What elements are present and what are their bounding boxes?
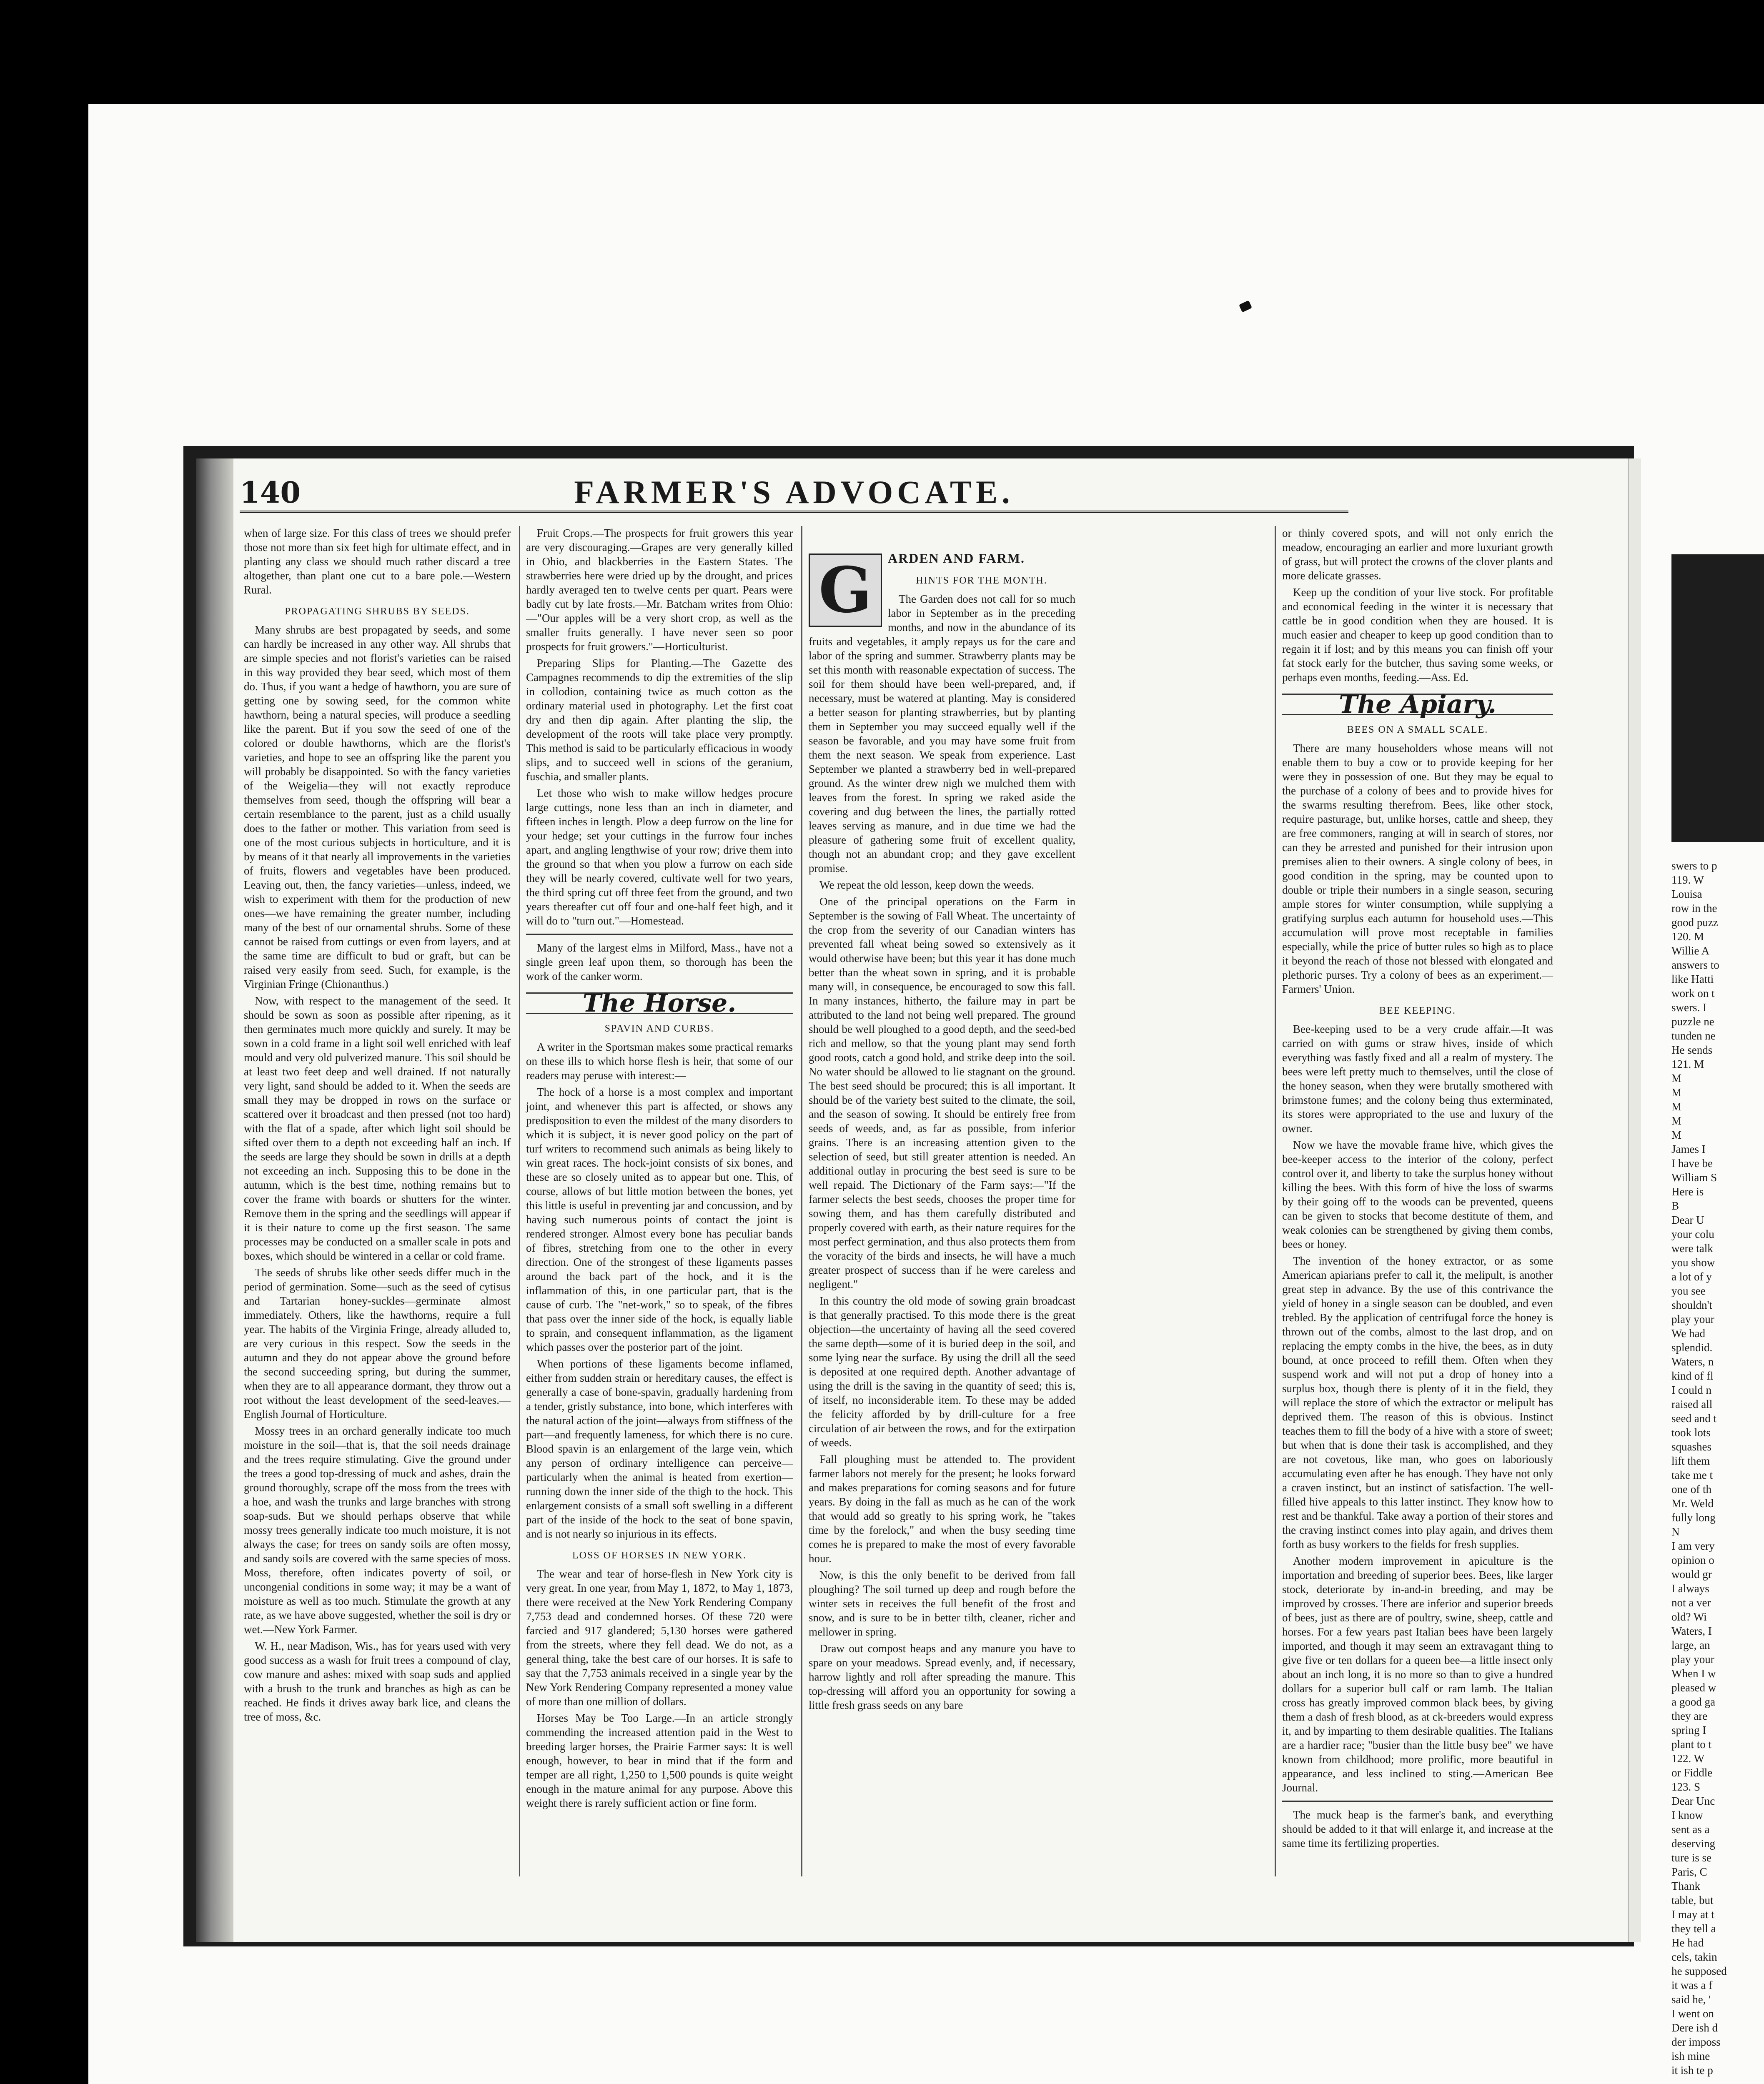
facing-page-line: M xyxy=(1671,1115,1682,1127)
page-number: 140 xyxy=(240,475,301,510)
facing-page-line: 120. M xyxy=(1671,930,1704,943)
facing-page-line: I know xyxy=(1671,1809,1703,1821)
facing-page-line: We had xyxy=(1671,1327,1706,1340)
article-text: W. H., near Madison, Wis., has for years used with very good success as a wash for fruit trees a compound of clay, cow manure and ashes: mixed with soap suds and applied with a brush to the trunk and branches as high as can be reached. He finds it drives away bark lice, and cleans the tree of moss, &c. xyxy=(244,1640,511,1723)
article-text: A writer in the Sportsman makes some practical remarks on these ills to which horse flesh is heir, that some of our readers may peruse with interest:— xyxy=(526,1041,793,1082)
facing-page-line: sent as a xyxy=(1671,1823,1710,1836)
article-text: There are many householders whose means will not enable them to buy a cow or to provide keeping for her were they in possession of one. But they may be equal to the purchase of a colony of bees and to provide hives for the swarms resulting therefrom. Bees, like other stock, require pasturage, but, unlike horses, cattle and sheep, they are free commoners, ranging at will in search of stores, nor can they be arrested and punished for their intrusion upon premises alien to their owners. A single colony of bees, in good condition in the spring, may be counted upon to double or triple their numbers in a single season, securing ample stores for winter consumption, while supplying a gratifying surplus each autumn for household uses.—This accumulation will prove most receptable in families especially, while the price of butter rules so high as to place it beyond the reach of those not blessed with elongated and plethoric purses. Try a colony of bees as an experiment.—Farmers' Union. xyxy=(1282,742,1553,995)
facing-page-line: Waters, I xyxy=(1671,1625,1712,1637)
facing-page-line: James I xyxy=(1671,1143,1706,1155)
article-text: The invention of the honey extractor, or as some American apiarians prefer to call it, the melipult, is another great step in advance. By the use of this contrivance the yield of honey in a single season can be doubled, and even trebled. By the application of centrifugal force the honey is thrown out of the combs, almost to the last drop, and on replacing the empty combs in the hive, the bees, as in duty bound, at once proceed to refill them. Often when they suspend work and will not put a drop of honey into a surplus box, though there is plenty of it in the field, they will replace the store of which the extractor or melipult has deprived them. The reason of this is obvious. Instinct teaches them to fill the body of a hive with a store of sweet; but when that is done their task is accomplished, and they are not covetous, like man, who goes on laboriously accumulating even after he has enough. They have not only a craven instinct, but an instinct of satisfaction. The well-filled hive appeals to this latter instinct. They know how to rest and be thankful. Take away a portion of their stores and the craving instinct comes into play again, and drives them forth as busy workers to the fields for fresh supplies. xyxy=(1282,1255,1553,1550)
facing-page-line: When I w xyxy=(1671,1667,1716,1680)
facing-page-line: swers. I xyxy=(1671,1001,1706,1014)
article-heading: HINTS FOR THE MONTH. xyxy=(916,575,1047,586)
facing-page-line: large, an xyxy=(1671,1639,1710,1651)
article-text: Preparing Slips for Planting.—The Gazette des Campagnes recommends to dip the extremities of the slip in collodion, containing twice as much cotton as the ordinary material used in photography. Let the first coat dry and then dip again. After planting the slip, the development of the roots will take place very promptly. This method is said to be particularly efficacious in woody slips, and to succeed well in scions of the geranium, fuschia, and smaller plants. xyxy=(526,657,793,783)
section-title: ARDEN AND FARM. xyxy=(888,551,1025,566)
facing-page-line: were talk xyxy=(1671,1242,1713,1255)
column-3 xyxy=(809,526,1075,1876)
facing-page-line: I always xyxy=(1671,1582,1709,1595)
facing-page-line: it was a f xyxy=(1671,1979,1713,1991)
facing-page-line: swers to p xyxy=(1671,859,1717,872)
article-text: Now, with respect to the management of the seed. It should be sown as soon as possible after ripening, as it then germinates much more quickly and surely. It may be sown in a cold frame in a light soil well enriched with leaf mould and very old pulverized manure. This soil should be at least two feet deep and well drained. If not naturally very light, sand should be added to it. When the seeds are small they may be dropped in rows on the surface or scattered over it broadcast and then pressed (not too hard) with the flat of a spade, after which light soil should be sifted over them to a depth not exceeding half an inch. If the seeds are large they should be sown in drills at a depth not exceeding an inch. Supposing this to be done in the autumn, which is the best time, nothing remains but to cover the frame with boards or shutters for the winter. Remove them in the spring and the seedlings will appear if it is their nature to come up the first season. The same processes may be conducted on a smaller scale in pots and boxes, which should be wintered in a cellar or cold frame. xyxy=(244,994,511,1262)
article-text: Another modern improvement in apiculture is the importation and breeding of superior bees. Bees, like larger stock, deteriorate by in-and-in breeding, and may be improved by crosses. There are inferior and superior breeds of bees, just as there are of poultry, swine, sheep, cattle and horses. For a few years past Italian bees have been largely imported, and though it may seem an extravagant thing to give five or ten dollars for a queen bee—a little insect only about an inch long, it is no more so than to give a hundred dollars for a superior bull calf or ram lamb. The Italian cross has greatly improved common black bees, by giving them a dash of fresh blood, as at ck-breeders would express it, and by imparting to them desirable qualities. The Italians are a hardier race; "busier than the little busy bee" we have known from childhood; more prolific, more beautiful in appearance, and less inclined to sting.—American Bee Journal. xyxy=(1282,1555,1553,1794)
facing-page-line: splendid. xyxy=(1671,1341,1713,1354)
facing-page-line: fully long xyxy=(1671,1511,1716,1524)
facing-page-line: I may at t xyxy=(1671,1908,1714,1921)
facing-page-line: M xyxy=(1671,1072,1682,1085)
facing-page-line: B xyxy=(1671,1200,1679,1212)
facing-page-line: Waters, n xyxy=(1671,1355,1714,1368)
article-text: Now, is this the only benefit to be derived from fall ploughing? The soil turned up deep and rough before the winter sets in receives the full benefit of the frost and snow, and is sure to be in better tilth, cleaner, richer and mellower in spring. xyxy=(809,1569,1075,1638)
facing-page-line: a lot of y xyxy=(1671,1270,1712,1283)
facing-page-line: He sends xyxy=(1671,1044,1713,1056)
facing-page-line: one of th xyxy=(1671,1483,1711,1495)
article-text: Now we have the movable frame hive, which gives the bee-keeper access to the interior of the colony, perfect control over it, and liberty to take the surplus honey without killing the bees. With this form of hive the loss of swarms by their going off to the woods can be prevented, queens can be given to stocks that become destitute of them, and weak colonies can be strengthened by giving them combs, bees or honey. xyxy=(1282,1139,1553,1250)
article-heading: PROPAGATING SHRUBS BY SEEDS. xyxy=(285,606,470,617)
facing-page-line: squashes xyxy=(1671,1440,1711,1453)
article-text: Mossy trees in an orchard generally indicate too much moisture in the soil—that is, that the soil needs drainage and the trees require stimulating. Give the ground under the trees a good top-dressing of muck and ashes, drain the ground thoroughly, scrape off the moss from the trees with a hoe, and wash the trunks and large branches with strong soap-suds. But we should perhaps observe that while mossy trees generally indicate too much moisture, it is not always the case; for trees on sandy soils are often mossy, and sandy soils are covered with the same species of moss. Moss, therefore, often indicates poverty of soil, or uncongenial conditions in some way; it may be a want of moisture as well as too much. Stimulate the growth at any rate, as we have above suggested, whether the soil is dry or wet.—New York Farmer. xyxy=(244,1425,511,1636)
facing-page-line: took lots xyxy=(1671,1426,1711,1439)
article-text: Horses May be Too Large.—In an article strongly commending the increased attention paid in the West to breeding larger horses, the Prairie Farmer says: It is well enough, however, to bear in mind that if the form and temper are all right, 1,250 to 1,500 pounds is quite weight enough in the mature animal for any purpose. Above this weight there is rarely sufficient action or fine form. xyxy=(526,1712,793,1809)
facing-page-line: said he, ' xyxy=(1671,1993,1711,2006)
article-text: The wear and tear of horse-flesh in New York city is very great. In one year, from May 1, 1872, to May 1, 1873, there were received at the New York Rendering Company 7,753 dead and condemned horses. Of these 720 were farcied and 917 glandered; 5,130 horses were gathered from the streets, where they fell dead. We do not, as a general thing, take the best care of our horses. It is safe to say that the 7,753 animals received in a single year by the New York Rendering Company represented a money value of more than one million of dollars. xyxy=(526,1568,793,1708)
facing-page-line: 119. W xyxy=(1671,874,1704,886)
article-text: The Garden does not call for so much labor in September as in the preceding months, and now in the abundance of its fruits and vegetables, it amply repays us for the care and labor of the spring and summer. Strawberry plants may be set this month with reasonable expectation of success. The soil for them should have been well-prepared, and, if necessary, must be watered at planting. May is considered a better season for planting strawberries, but by planting them in September you may succeed equally well if the season be favorable, and you may have some fruit from them the next season. We speak from experience. Last September we planted a strawberry bed in well-prepared ground. As the winter drew nigh we mulched them with leaves from the forest. In spring we raked aside the covering and dug between the lines, the partially rotted leaves serving as manure, and in due time we had the pleasure of gathering some fruit of excellent quality, though not an abundant crop; and they gave excellent promise. xyxy=(809,593,1075,874)
facing-page-line: M xyxy=(1671,1129,1682,1141)
facing-page-line: I went on xyxy=(1671,2007,1714,2020)
article-text: when of large size. For this class of trees we should prefer those not more than six feet high for ultimate effect, and in planting any class we should much rather discard a tree altogether, than plant one cut to a bare pole.—Western Rural. xyxy=(244,527,511,596)
facing-page-line: ish mine xyxy=(1671,2050,1710,2062)
article-heading: SPAVIN AND CURBS. xyxy=(604,1023,714,1034)
article-text: We repeat the old lesson, keep down the weeds. xyxy=(819,879,1035,891)
section-heading-apiary: The Apiary. xyxy=(1282,694,1553,715)
article-text: Many shrubs are best propagated by seeds, and some can hardly be increased in any other way. All shrubs that are simple species and not florist's varieties can be raised in this way provided they bear seed, which most of them do. Thus, if you want a hedge of hawthorn, you are sure of getting one by sowing seed, for the common white hawthorn, being a natural species, will produce a seedling like the parent. But if you sow the seed of one of the colored or double hawthorns, which are the florist's varieties, and hope to see an offspring like the parent you will probably be disappointed. So with the fancy varieties of the Weigelia—they will not exactly reproduce themselves from seed, though the offspring will bear a certain resemblance to the parent, just as a child usually does to the father or mother. This variation from seed is one of the most curious subjects in horticulture, and it is by means of it that nearly all improvements in the varieties of fruits, flowers and vegetables have been produced. Leaving out, then, the fancy varieties—unless, indeed, we wish to experiment with them for the production of new ones—we have remaining the greater number, including many of the best of our ornamental shrubs. Some of these cannot be raised from cuttings or even from layers, and at the same time are difficult to bud or graft, but can be raised very easily from seed. Such, for example, is the Virginian Fringe (Chionanthus.) xyxy=(244,624,511,990)
column-rule xyxy=(1275,526,1276,1876)
facing-page-line: 123. S xyxy=(1671,1781,1701,1793)
ornamental-drop-cap: G xyxy=(809,554,882,627)
article-text: Bee-keeping used to be a very crude affair.—It was carried on with gums or straw hives, inside of which everything was fastly fixed and all a realm of mystery. The bees were left pretty much to themselves, until the close of the honey season, when they were brutally smothered with brimstone fumes; and the colony being thus exterminated, its stores were appropriated to the use and luxury of the owner. xyxy=(1282,1023,1553,1135)
facing-page-line: row in the xyxy=(1671,902,1717,914)
facing-page-line: you see xyxy=(1671,1285,1706,1297)
article-text: Fruit Crops.—The prospects for fruit growers this year are very discouraging.—Grapes are very generally killed in Ohio, and blackberries in the Eastern States. The strawberries here were dried up by the drought, and prices hardly averaged ten to twelve cents per quart. Pears were badly cut by late frosts.—Mr. Batcham writes from Ohio:—"Our apples will be a very short crop, as well as the smaller fruits generally. I have never seen so poor prospects for fruit growers."—Horticulturist. xyxy=(526,527,793,653)
facing-page-line: William S xyxy=(1671,1171,1717,1184)
facing-page-line: lift them xyxy=(1671,1455,1710,1467)
facing-page-line: ture is se xyxy=(1671,1851,1711,1864)
divider xyxy=(1282,1801,1553,1802)
facing-page-line: puzzle ne xyxy=(1671,1015,1714,1028)
divider xyxy=(526,934,793,935)
column-1 xyxy=(244,526,511,1876)
facing-page-line: cels, takin xyxy=(1671,1951,1717,1963)
facing-page-line: pleased w xyxy=(1671,1681,1716,1694)
ornament-illustration xyxy=(1671,554,1764,842)
section-heading-horse: The Horse. xyxy=(526,992,793,1014)
facing-page-line: M xyxy=(1671,1086,1682,1099)
facing-page-line: take me t xyxy=(1671,1469,1713,1481)
facing-page-line: table, but xyxy=(1671,1894,1714,1906)
facing-page-line: not a ver xyxy=(1671,1596,1711,1609)
facing-page-line: Louisa xyxy=(1671,888,1702,900)
facing-page-line: old? Wi xyxy=(1671,1611,1707,1623)
facing-page-line: your colu xyxy=(1671,1228,1714,1240)
facing-page-line: shouldn't xyxy=(1671,1299,1712,1311)
page-edge xyxy=(1628,458,1641,1942)
facing-page-line: deserving xyxy=(1671,1837,1715,1850)
facing-page-line: Dear U xyxy=(1671,1214,1704,1226)
facing-page-line: 122. W xyxy=(1671,1752,1704,1765)
facing-page-line: Thank xyxy=(1671,1880,1700,1892)
article-text: When portions of these ligaments become inflamed, either from sudden strain or hereditary causes, the effect is generally a case of bone-spavin, gradually hardening from a tender, gristly substance, into bone, which interferes with the natural action of the joint—always from stiffness of the part—and frequently lameness, for which there is no cure. Blood spavin is an enlargement of the large vein, which any person of ordinary intelligence can perceive—particularly when the animal is heated from exertion—running down the inner side of the thigh to the hock. This enlargement consists of a small soft swelling in a different part of the inside of the hock to the seat of bone spavin, and is not nearly so injurious in its effects. xyxy=(526,1358,793,1540)
facing-page-line: opinion o xyxy=(1671,1554,1714,1566)
facing-page-line: tunden ne xyxy=(1671,1029,1716,1042)
facing-page-line: Dere ish d xyxy=(1671,2021,1718,2034)
article-text: The seeds of shrubs like other seeds differ much in the period of germination. Some—such as the seed of cytisus and Tartarian honey-suckles—germinate almost immediately. Others, like the hawthorns, require a full year. The habits of the Virginia Fringe, already alluded to, are very curious in this respect. Sow the seeds in the autumn and they do not appear above the ground before the second succeeding spring, but during the summer, when they are to all appearance dormant, they throw out a root without the least development of the seed-leaves.—English Journal of Horticulture. xyxy=(244,1266,511,1420)
facing-page-line: kind of fl xyxy=(1671,1370,1714,1382)
article-text: Many of the largest elms in Milford, Mass., have not a single green leaf upon them, so thorough has been the work of the canker worm. xyxy=(526,942,793,982)
facing-page-line: der imposs xyxy=(1671,2036,1721,2048)
facing-page-line: would gr xyxy=(1671,1568,1712,1581)
facing-page-line: he supposed xyxy=(1671,1965,1727,1977)
article-text: The muck heap is the farmer's bank, and everything should be added to it that will enlarge it, and increase at the same time its fertilizing properties. xyxy=(1282,1808,1553,1849)
facing-page-fragment xyxy=(1671,859,1764,2076)
column-rule xyxy=(801,526,802,1876)
article-text: Draw out compost heaps and any manure you have to spare on your meadows. Spread evenly, and, if necessary, harrow lightly and roll after spreading the manure. This top-dressing will afford you an opportunity for sowing a little fresh grass seeds on any bare xyxy=(809,1642,1075,1711)
facing-page-line: you show xyxy=(1671,1256,1715,1269)
facing-page-line: like Hatti xyxy=(1671,973,1714,985)
facing-page-line: a good ga xyxy=(1671,1696,1715,1708)
facing-page-line: N xyxy=(1671,1525,1680,1538)
article-text: Fall ploughing must be attended to. The provident farmer labors not merely for the present; he looks forward and makes preparations for coming seasons and for future years. By doing in the fall as much as he can of the work that would add so greatly to his spring work, he "takes time by the forelock," and when the busy seeding time comes he is prepared to make the most of every favorable hour. xyxy=(809,1453,1075,1565)
facing-page-line: I could n xyxy=(1671,1384,1711,1396)
facing-page-line: Here is xyxy=(1671,1185,1704,1198)
article-heading: LOSS OF HORSES IN NEW YORK. xyxy=(572,1550,747,1561)
facing-page-line: they are xyxy=(1671,1710,1708,1722)
article-heading: BEE KEEPING. xyxy=(1379,1005,1456,1016)
facing-page-line: Dear Unc xyxy=(1671,1795,1715,1807)
facing-page-line: good puzz xyxy=(1671,916,1718,929)
facing-page-line: answers to xyxy=(1671,959,1719,971)
article-text: Let those who wish to make willow hedges procure large cuttings, none less than an inch in diameter, and fifteen inches in length. Plow a deep furrow on the line for your hedge; set your cuttings in the furrow four inches apart, and angling lengthwise of your row; drive them into the ground so that when you plow a furrow on each side they will be nearly covered, cultivate well for two years, the third spring cut off three feet from the ground, and two years thereafter cut off four and one-half feet high, and it will do to "turn out."—Homestead. xyxy=(526,787,793,927)
article-text: or thinly covered spots, and will not only enrich the meadow, encouraging an earlier and more luxuriant growth of grass, but will protect the crowns of the clover plants and more delicate grasses. xyxy=(1282,527,1553,582)
article-text: The hock of a horse is a most complex and important joint, and whenever this part is affected, or shows any predisposition to even the mildest of the many disorders to which it is subject, it is never good policy on the part of turf writers to recommend such animals as being likely to win great races. The hock-joint consists of six bones, and these are so closely united as to appear but one. This, of course, allows of but little motion between the bones, yet this little is useful in preventing jar and concussion, and by having such numerous points of contact the joint is rendered stronger. Almost every bone has peculiar bands of fibres, stretching from one to the other in every direction. One of the strongest of these ligaments passes around the back part of the hock, and it is the inflammation of this, in one particular part, that is the cause of curb. The "net-work," so to speak, of the fibres that pass over the inner side of the hock, is equally liable to sprain, and consequent inflammation, as the ligament which passes over the posterior part of the joint. xyxy=(526,1086,793,1353)
article-text: One of the principal operations on the Farm in September is the sowing of Fall Wheat. The uncertainty of the crop from the severity of our Canadian winters has prevented fall wheat being sowed so extensively as it would otherwise have been; but this year it has done much better than the wheat sown in spring, and it is probable many will, in consequence, be encouraged to sow this fall. In many instances, hitherto, the failure may in part be attributed to the land not being well prepared. The ground should be well ploughed to a good depth, and the seed-bed rich and mellow, so that the young plant may send forth good roots, catch a good hold, and strike deep into the soil. No water should be allowed to lie stagnant on the ground. The best seed should be procured; this is all important. It should be of the variety best suited to the climate, the soil, and the season of sowing. It should be entirely free from seeds of weeds, and, as far as possible, from inferior grains. There is an increasing attention given to the selection of seed, but still greater attention is needed. An additional outlay in procuring the best seed is sure to be well repaid. The Dictionary of the Farm says:—"If the farmer selects the best seeds, chooses the proper time for sowing them, and has them carefully distributed and properly covered with earth, as their nature requires for the most perfect germination, and thus also protects them from the voracity of the birds and insects, he will have a much greater prospect of success than if he were careless and negligent." xyxy=(809,895,1075,1290)
facing-page-line: He had xyxy=(1671,1936,1704,1949)
facing-page-line: or Fiddle xyxy=(1671,1766,1713,1779)
facing-page-line: 121. M xyxy=(1671,1058,1704,1070)
facing-page-line: Mr. Weld xyxy=(1671,1497,1714,1510)
article-heading: BEES ON A SMALL SCALE. xyxy=(1347,724,1488,735)
page-header xyxy=(240,475,1348,513)
facing-page-line: M xyxy=(1671,1100,1682,1113)
facing-page-line: I am very xyxy=(1671,1540,1715,1552)
facing-page-line: spring I xyxy=(1671,1724,1706,1736)
facing-page-line: work on t xyxy=(1671,987,1715,999)
facing-page-line: Paris, C xyxy=(1671,1866,1707,1878)
facing-page-line: it ish te p xyxy=(1671,2064,1713,2076)
column-rule xyxy=(519,526,520,1876)
page-binding xyxy=(196,458,233,1942)
facing-page-line: seed and t xyxy=(1671,1412,1716,1425)
facing-page-line: Willie A xyxy=(1671,944,1710,957)
facing-page-line: play your xyxy=(1671,1653,1714,1666)
column-2 xyxy=(526,526,793,1876)
facing-page-line: raised all xyxy=(1671,1398,1713,1410)
column-4 xyxy=(1282,526,1553,1876)
masthead-title: FARMER'S ADVOCATE. xyxy=(574,474,1014,510)
facing-page-line: plant to t xyxy=(1671,1738,1711,1751)
garden-farm-heading xyxy=(809,551,1075,627)
facing-page-line: play your xyxy=(1671,1313,1714,1325)
article-text: In this country the old mode of sowing grain broadcast is that generally practised. To this mode there is the great objection—the uncertainty of having all the seed covered the same depth—some of it is buried deep in the soil, and some lying near the surface. By using the drill all the seed is deposited at one required depth. Another advantage of using the drill is the saving in the quantity of seed; this is, of itself, no inconsiderable item. To these may be added the felicity afforded by by drill-culture for a free circulation of air between the rows, and for the extirpation of weeds. xyxy=(809,1295,1075,1449)
facing-page-line: I have be xyxy=(1671,1157,1713,1170)
article-text: Keep up the condition of your live stock. For profitable and economical feeding in the winter it is necessary that cattle be in good condition when they are housed. It is much easier and cheaper to keep up good condition than to regain it if lost; and by this means you can finish off your fat stock early for the butcher, thus saving some weeks, or perhaps even months, feeding.—Ass. Ed. xyxy=(1282,586,1553,684)
facing-page-line: they tell a xyxy=(1671,1922,1716,1935)
